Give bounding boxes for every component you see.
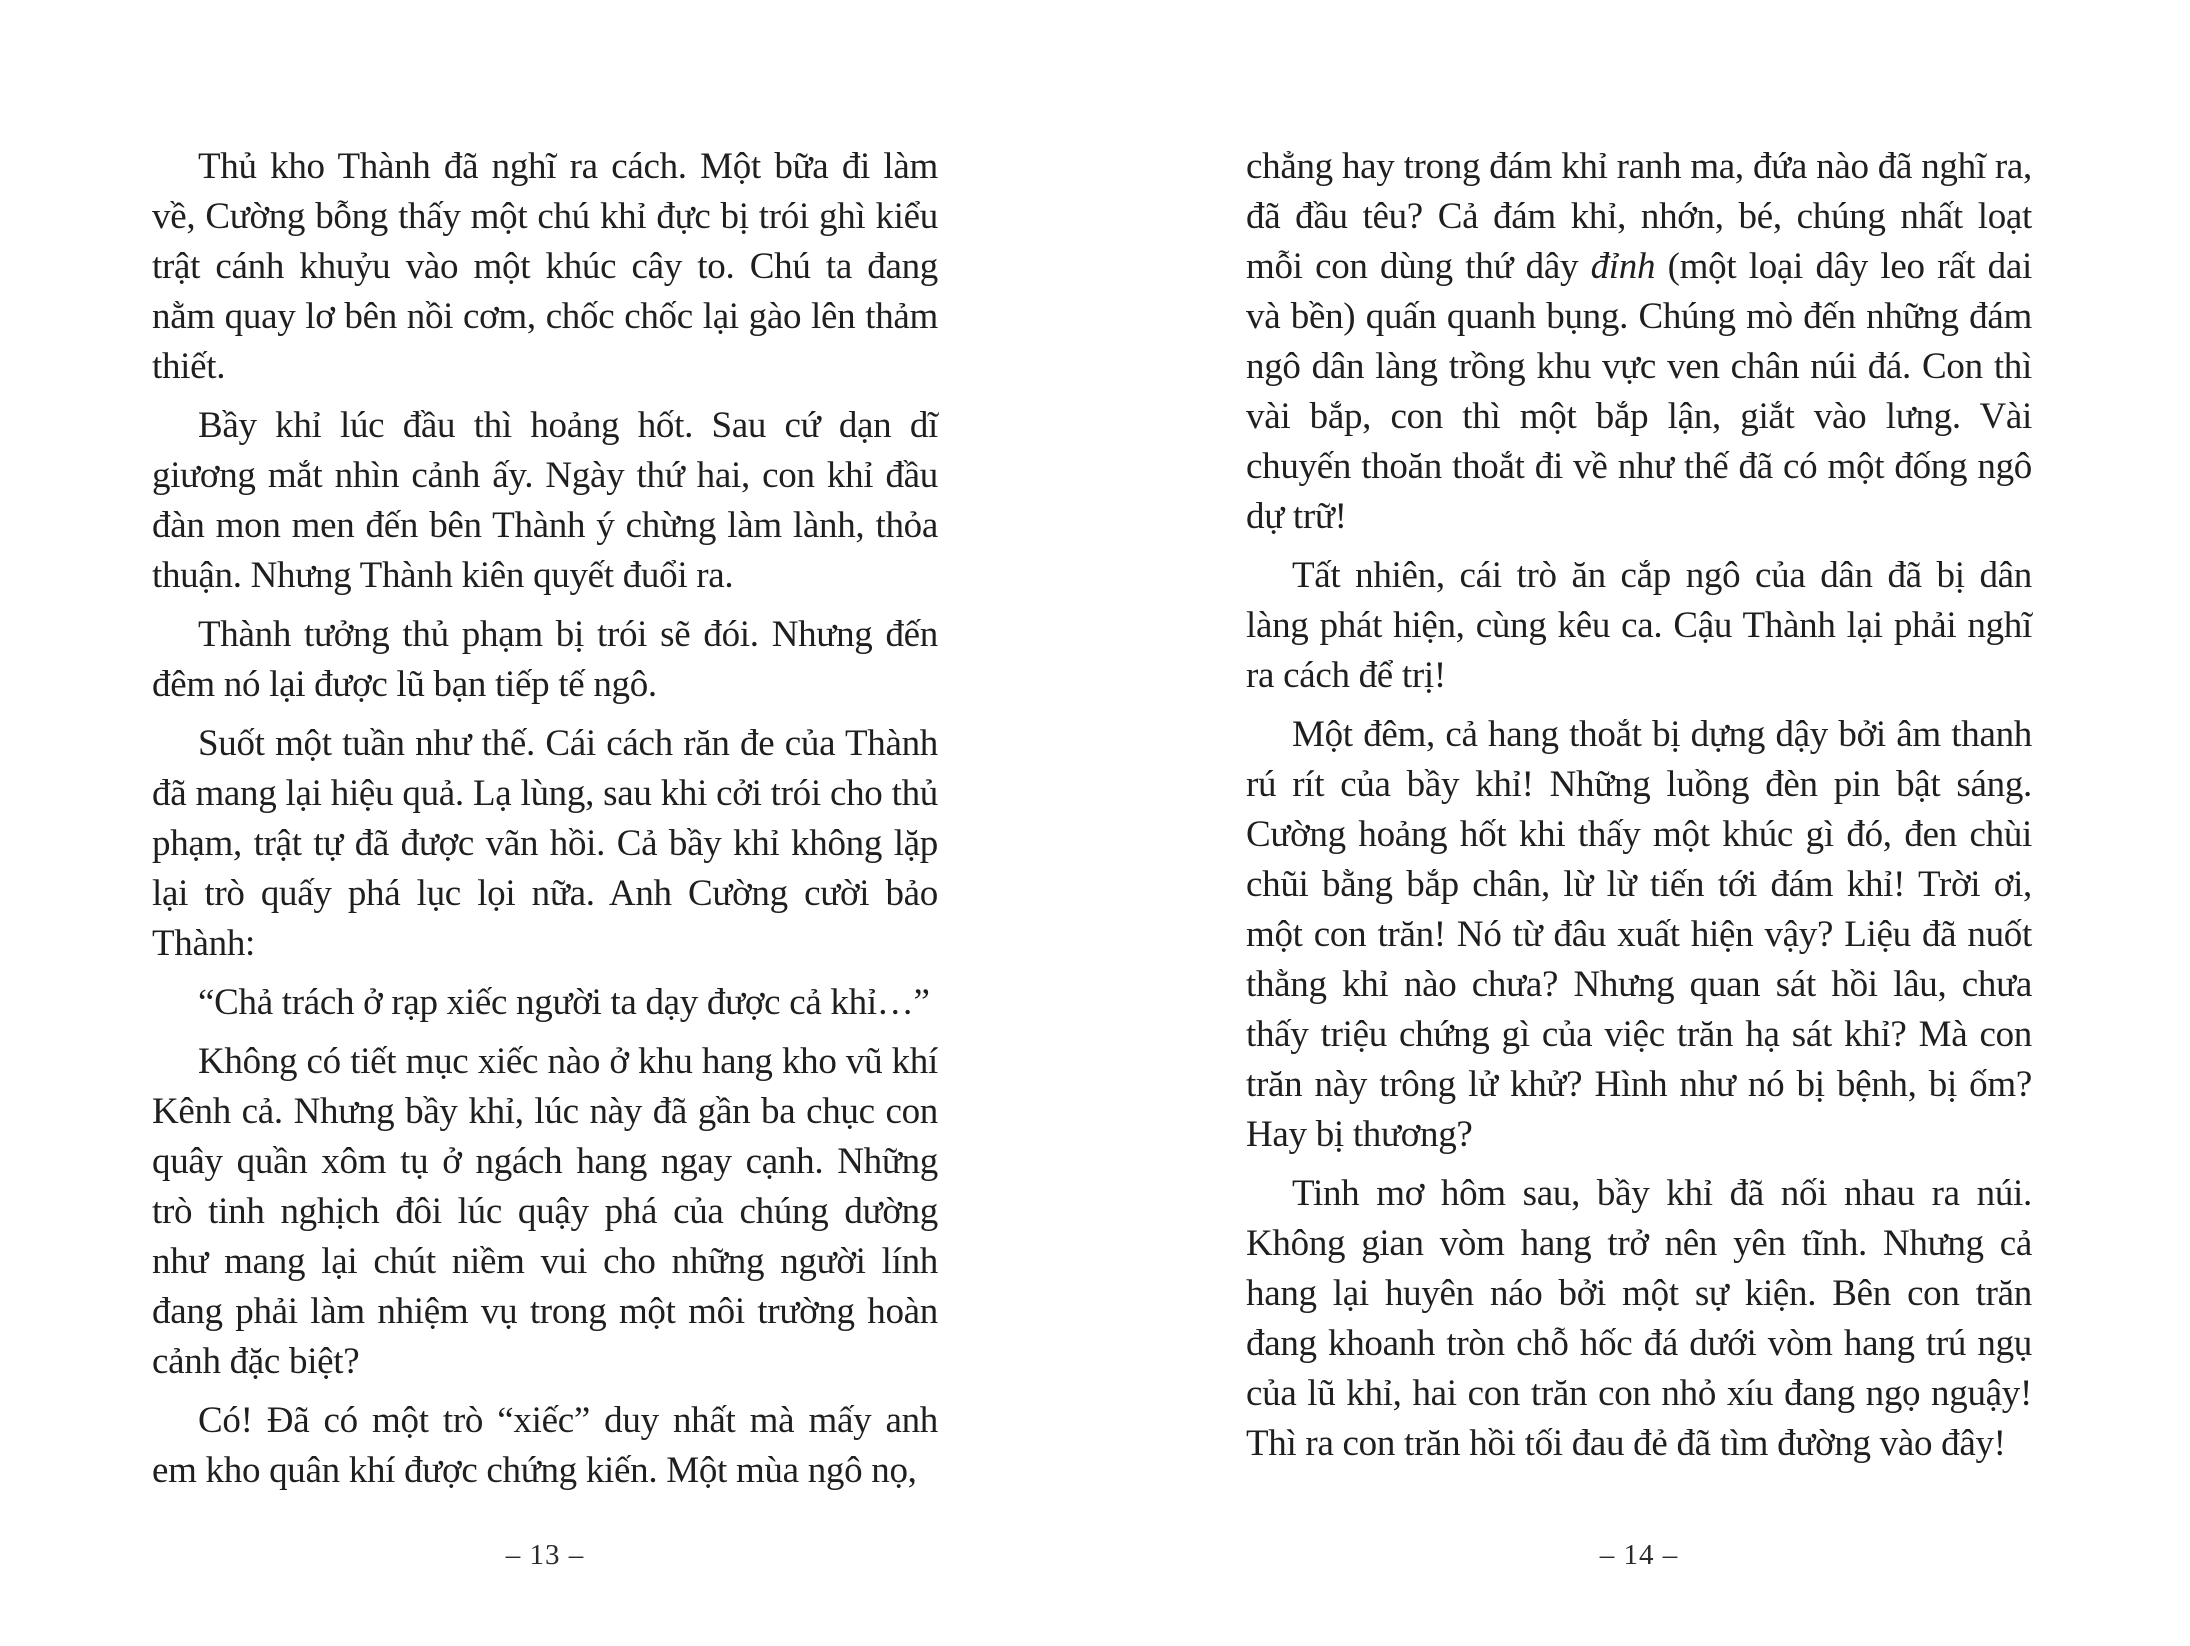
page-13-number: – 13 – [505,1539,585,1571]
paragraph [152,719,938,969]
paragraph [152,142,938,392]
page-14-number: – 14 – [1599,1539,1679,1571]
paragraph [1246,142,2032,542]
text-run: Tất nhiên, cái trò ăn cắp ngô của dân đã bị dân làng phát hiện, cùng kêu ca. Cậu Thành lại phải nghĩ ra cách để trị! [1246,555,2032,696]
paragraph [1246,1169,2032,1469]
text-run: Suốt một tuần như thế. Cái cách răn đe của Thành đã mang lại hiệu quả. Lạ lùng, sau khi cởi trói cho thủ phạm, trật tự đã được vãn hồi. Cả bầy khỉ không lặp lại trò quấy phá lục lọi nữa. Anh Cường cười bảo Thành: [152,723,938,964]
paragraph [1246,710,2032,1160]
text-run: Không có tiết mục xiếc nào ở khu hang kho vũ khí Kênh cả. Nhưng bầy khỉ, lúc này đã gần ba chục con quây quần xôm tụ ở ngách hang ngay cạnh. Những trò tinh nghịch đôi lúc quậy phá của chúng dường như mang lại chút niềm vui cho những người lính đang phải làm nhiệm vụ trong một môi trường hoàn cảnh đặc biệt? [152,1041,938,1382]
text-run: (một loại dây leo rất dai và bền) quấn quanh bụng. Chúng mò đến những đám ngô dân làng trồng khu vực ven chân núi đá. Con thì vài bắp, con thì một bắp lận, giắt vào lưng. Vài chuyến thoăn thoắt đi về như thế đã có một đống ngô dự trữ! [1246,246,2032,537]
text-run: Thành tưởng thủ phạm bị trói sẽ đói. Nhưng đến đêm nó lại được lũ bạn tiếp tế ngô. [152,614,938,705]
page-14 [1246,142,2032,1469]
text-run: Một đêm, cả hang thoắt bị dựng dậy bởi âm thanh rú rít của bầy khỉ! Những luồng đèn pin bật sáng. Cường hoảng hốt khi thấy một khúc gì đó, đen chùi chũi bằng bắp chân, lừ lừ tiến tới đám khỉ! Trời ơi, một con trăn! Nó từ đâu xuất hiện vậy? Liệu đã nuốt thằng khỉ nào chưa? Nhưng quan sát hồi lâu, chưa thấy triệu chứng gì của việc trăn hạ sát khỉ? Mà con trăn này trông lử khử? Hình như nó bị bệnh, bị ốm? Hay bị thương? [1246,714,2032,1155]
paragraph [152,978,938,1028]
text-run: “Chả trách ở rạp xiếc người ta dạy được cả khỉ…” [198,982,930,1023]
page-14-text [1246,142,2032,1469]
paragraph [152,610,938,710]
paragraph [152,401,938,601]
page-13 [152,142,938,1496]
text-run: Tinh mơ hôm sau, bầy khỉ đã nối nhau ra núi. Không gian vòm hang trở nên yên tĩnh. Nhưng cả hang lại huyên náo bởi một sự kiện. Bên con trăn đang khoanh tròn chỗ hốc đá dưới vòm hang trú ngụ của lũ khỉ, hai con trăn con nhỏ xíu đang ngọ nguậy! Thì ra con trăn hồi tối đau đẻ đã tìm đường vào đây! [1246,1173,2032,1464]
paragraph [1246,551,2032,701]
paragraph [152,1037,938,1387]
text-run: chẳng hay trong đám khỉ ranh ma, đứa nào đã nghĩ ra, đã đầu têu? Cả đám khỉ, nhớn, bé, chúng nhất loạt mỗi con dùng thứ dây [1246,146,2032,287]
paragraph [152,1396,938,1496]
page-13-text [152,142,938,1496]
text-run: Bầy khỉ lúc đầu thì hoảng hốt. Sau cứ dạn dĩ giương mắt nhìn cảnh ấy. Ngày thứ hai, con khỉ đầu đàn mon men đến bên Thành ý chừng làm lành, thỏa thuận. Nhưng Thành kiên quyết đuổi ra. [152,405,938,596]
text-run: Thủ kho Thành đã nghĩ ra cách. Một bữa đi làm về, Cường bỗng thấy một chú khỉ đực bị trói ghì kiểu trật cánh khuỷu vào một khúc cây to. Chú ta đang nằm quay lơ bên nồi cơm, chốc chốc lại gào lên thảm thiết. [152,146,938,387]
italic-text-run: đỉnh [1590,246,1656,287]
text-run: Có! Đã có một trò “xiếc” duy nhất mà mấy anh em kho quân khí được chứng kiến. Một mùa ngô nọ, [152,1400,938,1491]
